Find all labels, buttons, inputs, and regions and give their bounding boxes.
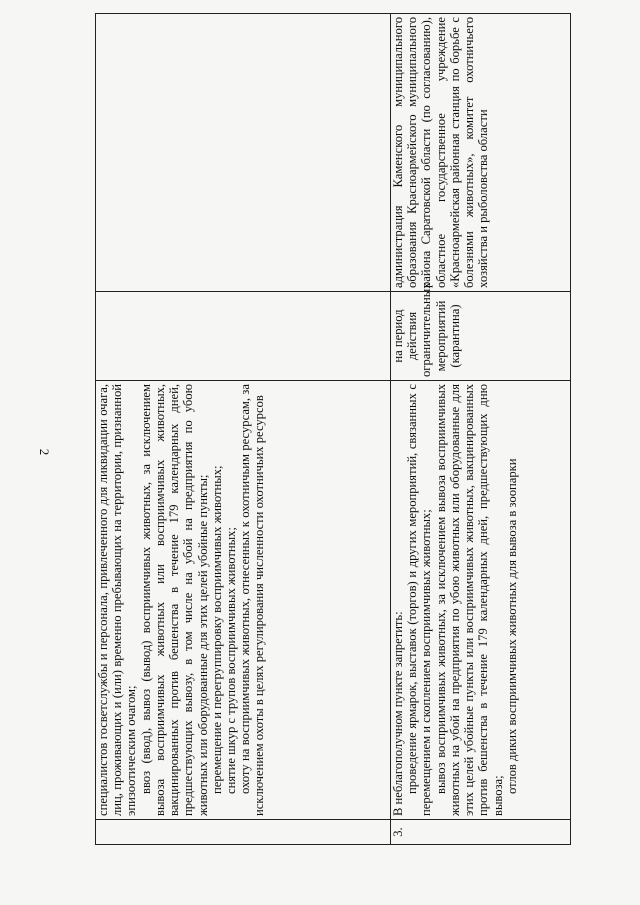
rotated-document-sheet (95, 17, 570, 845)
table-row (391, 14, 571, 845)
measure-text: отлов диких восприимчивых животных для вывоза в зоопарки (504, 458, 519, 794)
row-number (96, 820, 391, 845)
period-cell (96, 292, 391, 381)
measures-cell (96, 381, 391, 820)
page-number: 2 (37, 448, 52, 456)
measure-text: В неблагополучном пункте запретить: (391, 611, 405, 816)
table-row (96, 14, 391, 845)
measure-text: ввоз (ввод), вывоз (вывод) восприимчивых животных, за исключением вывоза восприимчивых животных или восприимчивых животных, вакцинированных против бешенства в течение 179 календарных дней, предшествующих вывозу, в том числе на убой на предприятия по убою животных или оборудованные для этих целей убойные пункты; (138, 384, 210, 816)
measures-table (95, 13, 571, 845)
period-cell: на период действия ограничительных мероприятий (карантина) (391, 292, 571, 381)
measure-text: вывоз восприимчивых животных, за исключением вывоза восприимчивых животных на убой на предприятия по убою животных или оборудованные для этих целей убойные пункты или восприимчивых животных, вакцинированных против бешенства в течение 179 календарных дней, предшествующих дню вывоза; (433, 384, 505, 816)
measure-text: снятие шкур с трупов восприимчивых животных; (223, 527, 238, 794)
measure-text: специалистов госветслужбы и персонала, привлеченного для ликвидации очага, лиц, проживающих и (или) временно пребывающих на территории, признанной эпизоотическим очагом; (96, 384, 139, 816)
measure-text: проведение ярмарок, выставок (торгов) и других мероприятий, связанных с перемещением и скоплением восприимчивых животных; (405, 384, 434, 816)
measures-cell (391, 381, 571, 820)
row-number: 3. (391, 820, 571, 845)
measure-text: перемещение и перегруппировку восприимчивых животных; (209, 465, 224, 794)
measure-text: охоту на восприимчивых животных, отнесенных к охотничьим ресурсам, за исключением охоты в целях регулирования численности охотничьих ресурсов (238, 384, 267, 816)
responsible-cell (96, 14, 391, 292)
responsible-cell: администрация Каменского муниципального образования Красноармейского муниципального района Саратовской области (по согласованию), областное государственное учреждение «Красноармейская районная станция по борьбе с болезнями животных», комитет охотничьего хозяйства и рыболовства области (391, 14, 571, 292)
